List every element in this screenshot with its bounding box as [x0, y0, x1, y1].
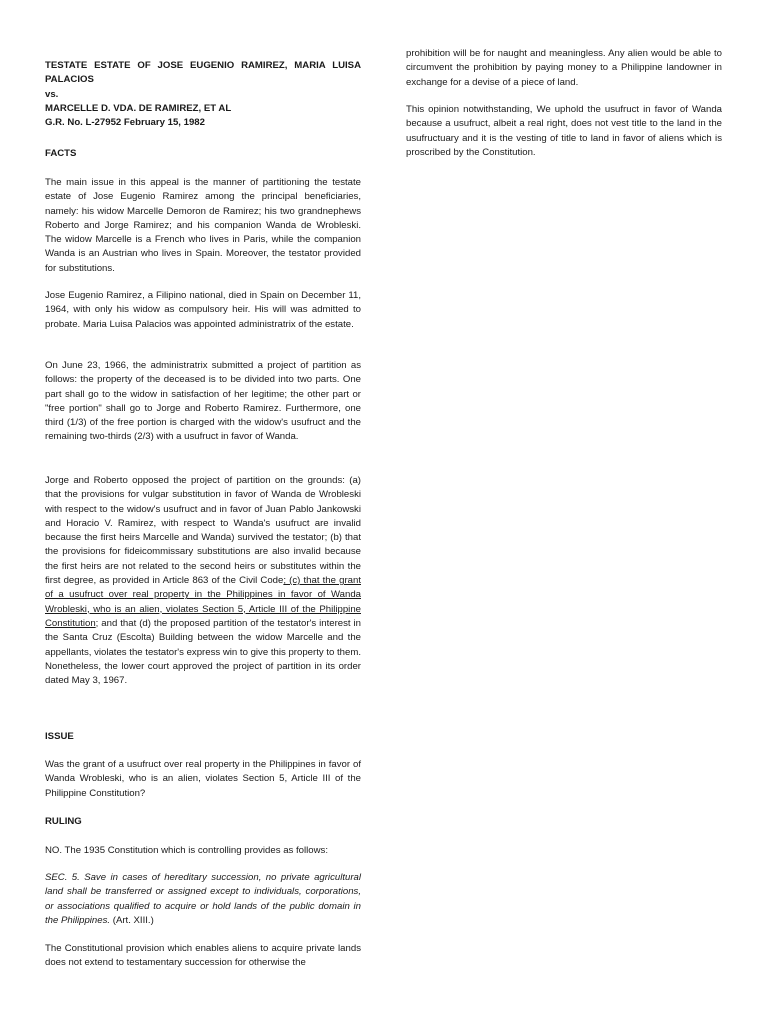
- issue-paragraph: Was the grant of a usufruct over real property in the Philippines in favor of Wanda Wrobleski, who is an alien, violates Section 5, Article III of the Philippine Constitution?: [45, 759, 361, 799]
- facts-paragraph-1: The main issue in this appeal is the manner of partitioning the testate estate of Jose Eugenio Ramirez among the principal beneficiaries, namely: his widow Marcelle Demoron de Ramirez; his two grandnephews Roberto and Jorge Ramirez; and his companion Wanda de Wrobleski. The widow Marcelle is a French who lives in Paris, while the companion Wanda is an Austrian who lives in Spain. Moreover, the testator provided for substitutions.: [45, 177, 361, 274]
- facts-paragraph-4-part-b: ; and that (d) the proposed partition of the testator's interest in the Santa Cruz (Escolta) Building between the widow Marcelle and the appellants, violates the testator's express win to give this property to them. Nonetheless, the lower court approved the project of partition in its order dated May 3, 1967.: [45, 617, 361, 687]
- case-respondent: MARCELLE D. VDA. DE RAMIREZ, ET AL: [45, 102, 232, 114]
- case-title: TESTATE ESTATE OF JOSE EUGENIO RAMIREZ, MARIA LUISA PALACIOS: [45, 60, 361, 86]
- ruling-paragraph-1: NO. The 1935 Constitution which is controlling provides as follows:: [45, 845, 328, 856]
- constitution-quote-ref: (Art. XIII.): [110, 914, 154, 926]
- issue-heading: ISSUE: [45, 731, 74, 742]
- ruling-paragraph-2: The Constitutional provision which enables aliens to acquire private lands does not extend to testamentary succession for otherwise the: [45, 943, 361, 969]
- case-vs: vs.: [45, 88, 59, 100]
- constitution-quote-text: SEC. 5. Save in cases of hereditary succession, no private agricultural land shall be transferred or assigned except to individuals, corporations, or associations qualified to acquire or hold lands of the public domain in the Philippines.: [45, 872, 361, 926]
- constitution-quote: [45, 871, 361, 928]
- ruling-heading: RULING: [45, 816, 82, 827]
- case-header: [45, 59, 361, 130]
- facts-paragraph-3: On June 23, 1966, the administratrix submitted a project of partition as follows: the property of the deceased is to be divided into two parts. One part shall go to the widow in satisfaction of her legitime; the other part or "free portion" shall go to Jorge and Roberto Ramirez. Furthermore, one third (1/3) of the free portion is charged with the widow's usufruct and the remaining two-thirds (2/3) with a usufruct in favor of Wanda.: [45, 360, 361, 443]
- ruling-paragraph-2-continued: prohibition will be for naught and meaningless. Any alien would be able to circumvent the prohibition by paying money to a Philippine landowner in exchange for a devise of a piece of land.: [406, 48, 722, 88]
- facts-paragraph-4-part-a: Jorge and Roberto opposed the project of partition on the grounds: (a) that the provisions for vulgar substitution in favor of Wanda de Wrobleski with respect to the widow's usufruct and in favor of Juan Pablo Jankowski and Horacio V. Ramirez, with respect to Wanda's usufruct are invalid because the first heirs Marcelle and Wanda) survived the testator; (b) that the provisions for fideicommissary substitutions are also invalid because the first heirs are not related to the second heirs or substitutes within the first degree, as provided in Article 863 of the Civil Code: [45, 475, 361, 587]
- ruling-paragraph-3: This opinion notwithstanding, We uphold the usufruct in favor of Wanda because a usufruct, albeit a real right, does not vest title to the land in the usufructuary and it is the vesting of title to land in favor of aliens which is proscribed by the Constitution.: [406, 104, 722, 158]
- case-gr-number: G.R. No. L-27952 February 15, 1982: [45, 117, 205, 129]
- facts-paragraph-4: [45, 474, 361, 688]
- facts-paragraph-4-underlined: ; (c) that the grant of a usufruct over real property in the Philippines in favor of Wanda Wrobleski, who is an alien, violates Section 5, Article III of the Philippine Constitution: [45, 575, 361, 629]
- facts-heading: FACTS: [45, 148, 77, 159]
- facts-paragraph-2: Jose Eugenio Ramirez, a Filipino national, died in Spain on December 11, 1964, with only his widow as compulsory heir. His will was admitted to probate. Maria Luisa Palacios was appointed administratrix of the estate.: [45, 290, 361, 330]
